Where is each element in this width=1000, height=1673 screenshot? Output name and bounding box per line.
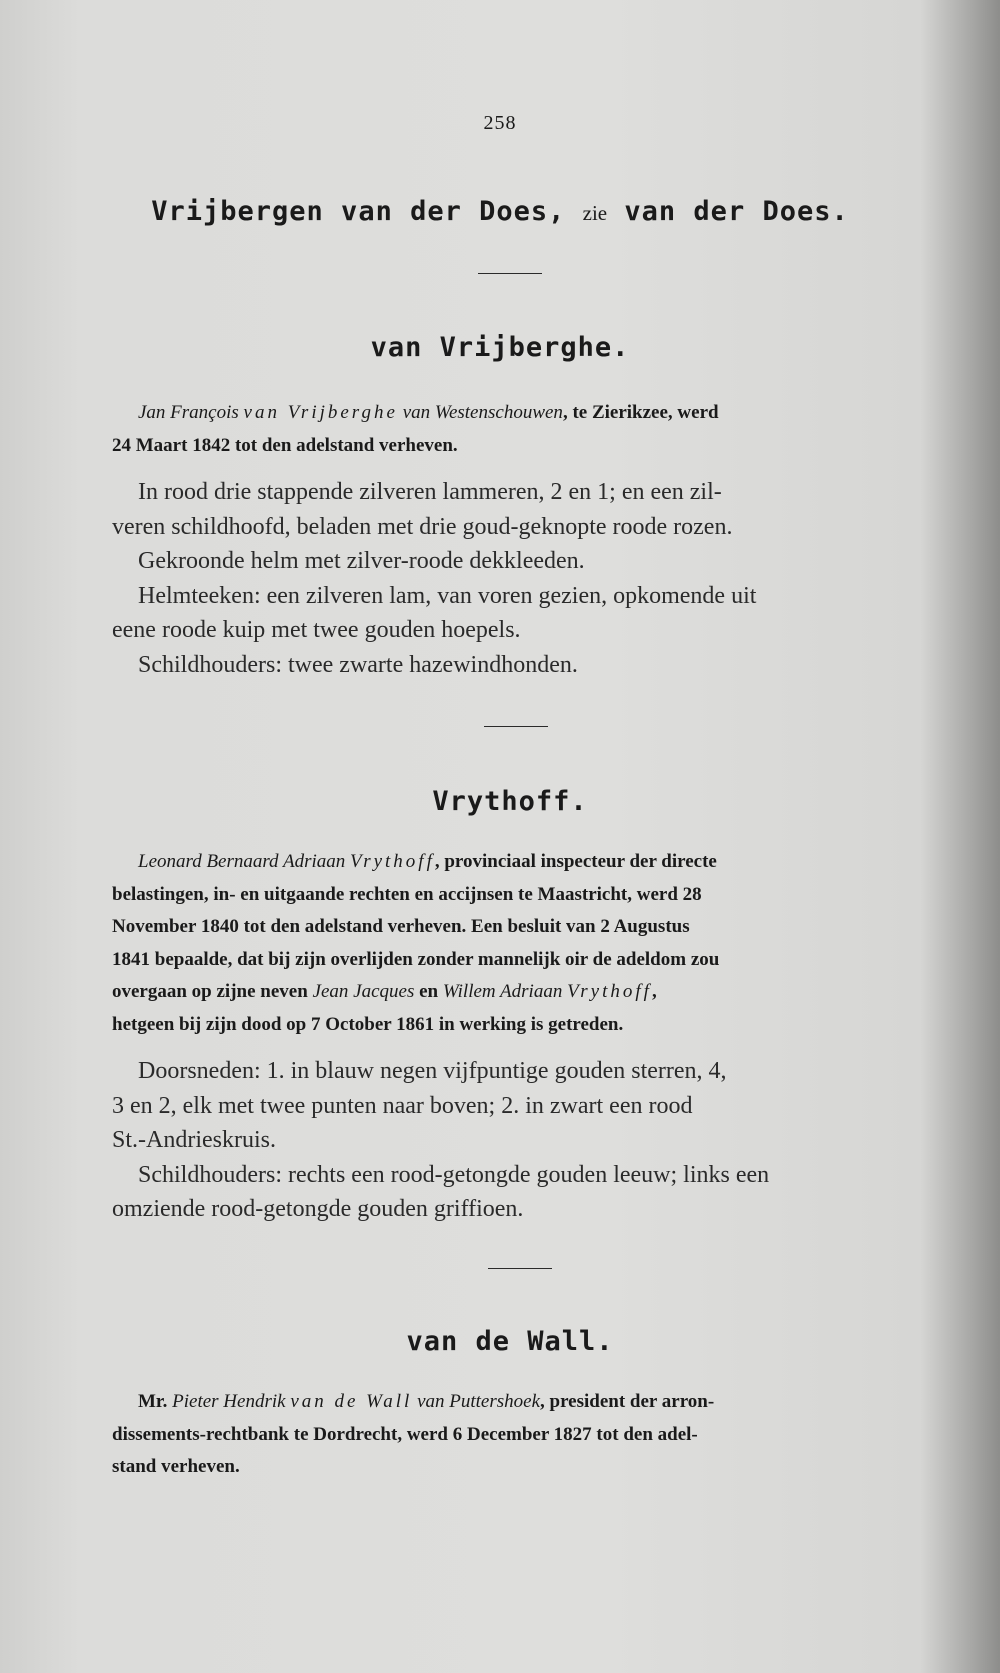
honorific: Mr. <box>138 1391 168 1412</box>
vrythoff-line1 <box>112 846 922 879</box>
person-name: Jean Jacques <box>312 981 415 1002</box>
arms-line: veren schildhoofd, beladen met drie goud-geknopte roode rozen. <box>112 513 733 540</box>
section-divider <box>488 1268 552 1269</box>
person-surname: Vrythoff <box>350 851 435 872</box>
heading-vrythoff: Vrythoff. <box>432 786 588 817</box>
vrijberghe-intro-line1 <box>112 397 922 430</box>
person-surname: Vrythoff <box>567 981 652 1002</box>
heading-vrijbergen <box>0 196 1000 227</box>
vrythoff-line5 <box>112 976 922 1009</box>
person-surname: van Vrijberghe <box>243 402 398 423</box>
person-title: van Westenschouwen <box>402 402 563 423</box>
person-surname: van de Wall <box>290 1391 413 1412</box>
person-name: Leonard Bernaard Adriaan <box>138 851 346 872</box>
arms-line: Schildhouders: rechts een rood-getongde gouden leeuw; links een <box>138 1161 770 1188</box>
vrythoff-body <box>112 846 922 1041</box>
page-number: 258 <box>483 112 517 134</box>
vrythoff-line3: November 1840 tot den adelstand verheven. Een besluit van 2 Augustus <box>112 916 690 937</box>
vrijberghe-intro <box>112 397 922 462</box>
person-name: Pieter Hendrik <box>172 1391 286 1412</box>
arms-line: St.-Andrieskruis. <box>112 1127 276 1153</box>
line-text: overgaan op zijne neven <box>112 981 308 1002</box>
vrythoff-line6: hetgeen bij zijn dood op 7 October 1861 in werking is getreden. <box>112 1013 624 1035</box>
line-rest: , president der arron- <box>540 1391 715 1412</box>
wall-line3: stand verheven. <box>112 1456 240 1477</box>
arms-line: Doorsneden: 1. in blauw negen vijfpuntige gouden sterren, 4, <box>138 1058 727 1084</box>
heading-wall: van de Wall. <box>406 1326 614 1357</box>
line-rest: , provinciaal inspecteur der directe <box>434 851 717 872</box>
section-divider <box>484 726 548 727</box>
intro-rest: , te Zierikzee, werd <box>562 402 719 423</box>
arms-line: omziende rood-getongde gouden griffioen. <box>112 1196 524 1222</box>
arms-line: In rood drie stappende zilveren lammeren, 2 en 1; en een zil- <box>138 479 722 505</box>
vrythoff-line2: belastingen, in- en uitgaande rechten en accijnsen te Maastricht, werd 28 <box>112 883 702 905</box>
arms-line: Helmteeken: een zilveren lam, van voren gezien, opkomende uit <box>138 582 757 609</box>
line-text: , <box>651 981 657 1002</box>
vrythoff-line4: 1841 bepaalde, dat bij zijn overlijden zonder mannelijk oir de adeldom zou <box>112 948 720 970</box>
wall-body <box>112 1386 922 1484</box>
section-divider <box>478 273 542 274</box>
arms-line: Schildhouders: twee zwarte hazewindhonden. <box>138 651 578 678</box>
vrijberghe-intro-line2: 24 Maart 1842 tot den adelstand verheven. <box>112 434 458 456</box>
arms-line: Gekroonde helm met zilver-roode dekkleeden. <box>138 548 585 574</box>
heading-vrijbergen-zie: zie <box>582 201 608 225</box>
person-name: Willem Adriaan <box>442 981 563 1002</box>
vrijberghe-arms <box>112 475 922 682</box>
heading-vrijberghe: van Vrijberghe. <box>370 332 630 363</box>
arms-line: 3 en 2, elk met twee punten naar boven; 2. in zwart een rood <box>112 1092 693 1119</box>
heading-vrijbergen-main: Vrijbergen van der Does, <box>151 196 566 227</box>
wall-line1 <box>112 1386 922 1419</box>
heading-vrijbergen-ref: van der Does. <box>624 196 849 227</box>
arms-line: eene roode kuip met twee gouden hoepels. <box>112 617 521 643</box>
person-name: Jan François <box>138 402 239 423</box>
vrythoff-arms <box>112 1054 922 1227</box>
wall-line2: dissements-rechtbank te Dordrecht, werd 6 December 1827 tot den adel- <box>112 1423 698 1445</box>
person-title: van Puttershoek <box>417 1391 541 1412</box>
line-text: en <box>419 981 439 1002</box>
